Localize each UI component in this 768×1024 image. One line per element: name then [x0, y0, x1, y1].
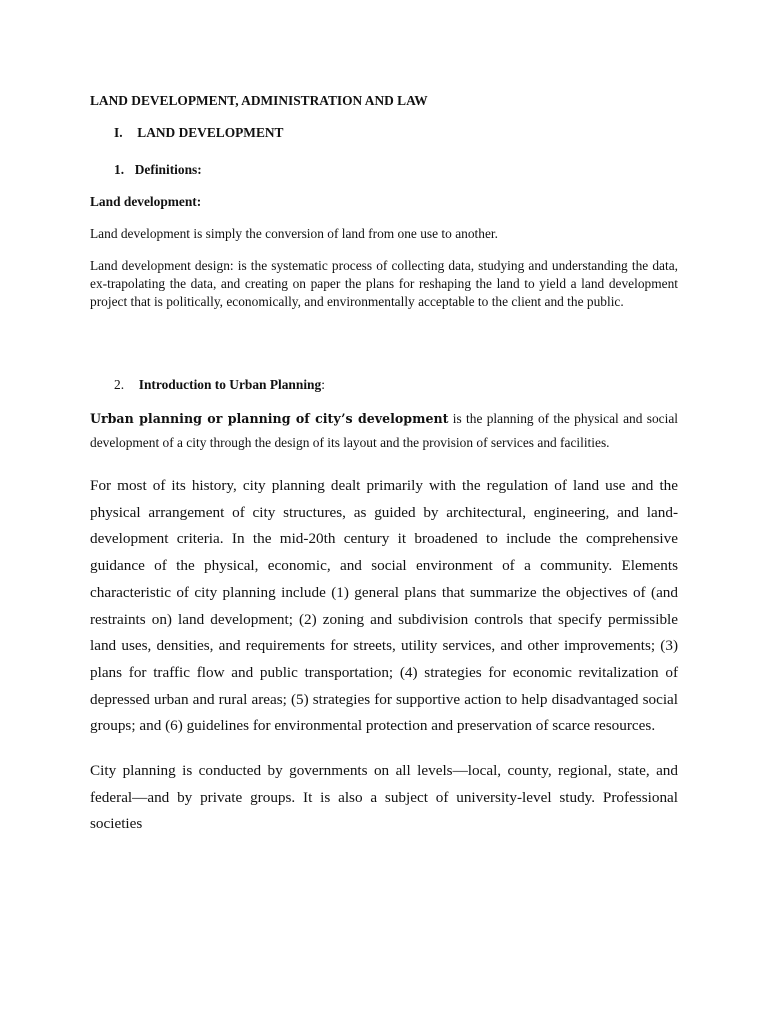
- city-planning-history-paragraph: For most of its history, city planning dealt primarily with the regulation of land use and the physical arrangement of city structures, as guided by architectural, engineering, and land-development criteria. In the mid-20th century it broadened to include the comprehensive guidance of the physical, economic, and social environment of a community. Elements characteristic of city planning include (1) general plans that summarize the objectives of (and restraints on) land development; (2) zoning and subdivision controls that specify permissible land uses, densities, and requirements for streets, utility services, and other improvements; (3) plans for traffic flow and public transportation; (4) strategies for economic revitalization of depressed urban and rural areas; (5) strategies for supportive action to help disadvantaged social groups; and (6) guidelines for environmental protection and preservation of scarce resources.: [90, 477, 678, 735]
- section-number: I.: [114, 125, 123, 140]
- urban-planning-term: Urban planning or planning of city’s development: [90, 411, 449, 426]
- intro-heading: [114, 376, 702, 394]
- definitions-number: 1.: [114, 162, 125, 177]
- intro-title: Introduction to Urban Planning: [138, 377, 322, 392]
- urban-planning-definition: [90, 407, 678, 455]
- definitions-heading: [114, 161, 702, 179]
- land-development-definition: Land development is simply the conversion of land from one use to another.: [90, 226, 498, 241]
- city-planning-conducted-paragraph: City planning is conducted by governments on all levels—local, county, regional, state, and federal—and by private groups. It is also a subject of university-level study. Professional societies: [90, 762, 678, 833]
- urban-planning-description: is the planning of the physical and social development of a city through the design of its layout and the provision of services and facilities.: [90, 411, 678, 450]
- document-title: LAND DEVELOPMENT, ADMINISTRATION AND LAW: [90, 93, 428, 108]
- section-title: LAND DEVELOPMENT: [137, 125, 284, 140]
- intro-number: 2.: [114, 377, 125, 392]
- land-development-design-paragraph: Land development design: is the systematic process of collecting data, studying and understanding the data, ex-trapolating the data, and creating on paper the plans for reshaping the land to yield a land development project that is politically, economically, and environmentally acceptable to the client and the public.: [90, 258, 678, 309]
- intro-colon: :: [321, 377, 325, 392]
- section-heading: [114, 124, 702, 142]
- land-development-heading: Land development:: [90, 194, 202, 209]
- definitions-title: Definitions:: [134, 162, 202, 177]
